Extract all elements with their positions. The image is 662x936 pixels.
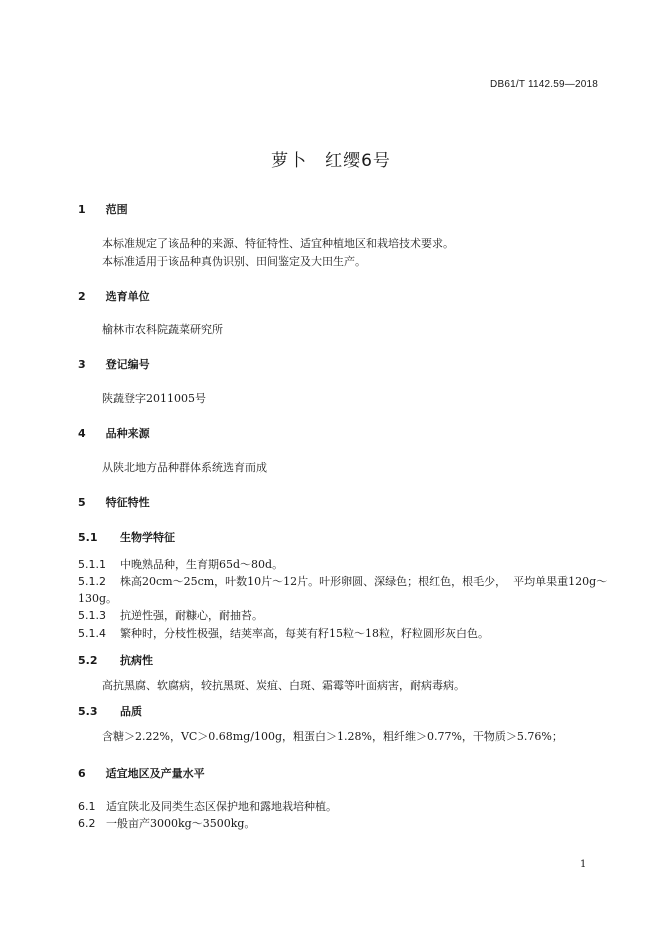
section-heading-2 [78, 288, 150, 304]
clause-text: 一般亩产3000kg～3500kg。 [106, 817, 256, 830]
section-title: 范围 [105, 203, 128, 216]
section-number: 5.2 [78, 654, 98, 667]
paragraph: 榆林市农科院蔬菜研究所 [102, 323, 223, 336]
clause-number: 5.1.3 [78, 609, 106, 622]
section-heading-5 [78, 494, 150, 510]
paragraph: 含糖＞2.22%，VC＞0.68mg/100g，粗蛋白＞1.28%，粗纤维＞0.77%，干物质＞5.76%； [102, 730, 563, 743]
section-heading-3 [78, 356, 150, 372]
clause-5-1-2-continuation: 130g。 [78, 592, 118, 605]
section-number: 1 [78, 203, 86, 216]
paragraph: 陕蔬登字2011005号 [102, 392, 206, 405]
page-title: 萝卜 红缨6号 [271, 151, 391, 171]
clause-text: 抗逆性强，耐糠心，耐抽苔。 [120, 609, 263, 622]
clause-6-1 [78, 798, 337, 814]
section-title: 品种来源 [105, 427, 150, 440]
section-number: 5.3 [78, 705, 98, 718]
clause-5-1-3 [78, 607, 263, 623]
clause-6-2 [78, 815, 255, 831]
section-number: 5.1 [78, 531, 98, 544]
section-number: 5 [78, 496, 86, 509]
clause-number: 5.1.4 [78, 627, 106, 640]
clause-text: 中晚熟品种，生育期65d～80d。 [120, 558, 284, 571]
document-code: DB61/T 1142.59—2018 [490, 79, 598, 90]
clause-text: 繁种时，分枝性极强，结荚率高，每荚有籽15粒～18粒，籽粒圆形灰白色。 [120, 627, 489, 640]
section-number: 4 [78, 427, 86, 440]
clause-5-1-2 [78, 573, 607, 589]
clause-text: 株高20cm～25cm，叶数10片～12片。叶形卵圆、深绿色；根红色，根毛少， 平均单果重120g～ [120, 575, 608, 588]
subsection-heading-5-3 [78, 703, 142, 719]
paragraph: 本标准适用于该品种真伪识别、田间鉴定及大田生产。 [102, 255, 366, 268]
section-heading-6 [78, 765, 205, 781]
page-number: 1 [580, 859, 587, 870]
clause-number: 5.1.2 [78, 575, 106, 588]
section-title: 登记编号 [105, 358, 150, 371]
section-number: 3 [78, 358, 86, 371]
section-title: 特征特性 [105, 496, 150, 509]
paragraph: 高抗黑腐、软腐病，较抗黑斑、炭疽、白斑、霜霉等叶面病害，耐病毒病。 [102, 679, 465, 692]
subsection-heading-5-2 [78, 652, 153, 668]
clause-number: 5.1.1 [78, 558, 106, 571]
clause-text: 适宜陕北及同类生态区保护地和露地栽培种植。 [106, 800, 337, 813]
section-heading-1 [78, 201, 128, 217]
section-number: 2 [78, 290, 86, 303]
section-heading-4 [78, 425, 150, 441]
section-title: 品质 [120, 705, 142, 718]
clause-5-1-4 [78, 625, 489, 641]
paragraph: 从陕北地方品种群体系统选育而成 [102, 461, 267, 474]
section-number: 6 [78, 767, 86, 780]
section-title: 选育单位 [105, 290, 150, 303]
subsection-heading-5-1 [78, 529, 175, 545]
section-title: 抗病性 [120, 654, 153, 667]
section-title: 适宜地区及产量水平 [105, 767, 205, 780]
paragraph: 本标准规定了该品种的来源、特征特性、适宜种植地区和栽培技术要求。 [102, 237, 454, 250]
section-title: 生物学特征 [120, 531, 175, 544]
clause-number: 6.1 [78, 800, 96, 813]
clause-5-1-1 [78, 556, 283, 572]
clause-number: 6.2 [78, 817, 96, 830]
